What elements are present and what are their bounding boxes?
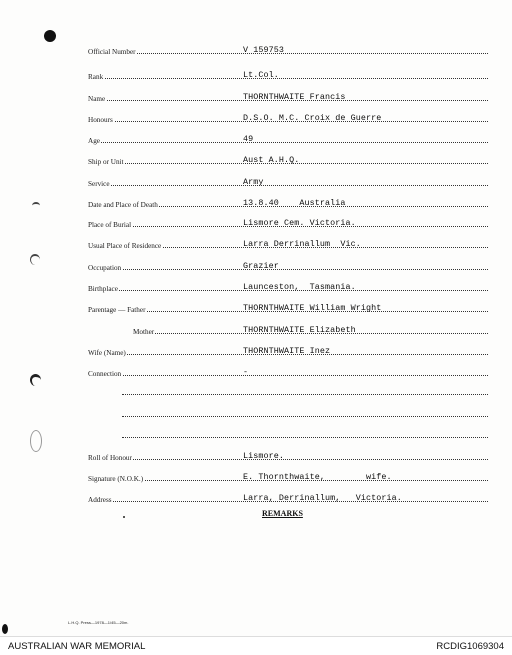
- form-row: [88, 174, 488, 188]
- form-row: [88, 322, 488, 336]
- form-row: [88, 279, 488, 293]
- binder-mark-1: [32, 202, 40, 209]
- field-value: D.S.O. M.C. Croix de Guerre: [243, 113, 382, 123]
- field-value: V 159753: [243, 45, 285, 55]
- field-label: Usual Place of Residence: [88, 242, 162, 250]
- form-row: [88, 364, 488, 378]
- form-row: [88, 300, 488, 314]
- form-row: [88, 215, 488, 229]
- archive-footer: [0, 636, 512, 655]
- dotted-line: [88, 142, 488, 143]
- field-value: Larra, Derrinallum, Victoria.: [243, 493, 402, 503]
- form-row: [88, 67, 488, 81]
- field-label: Age: [88, 137, 100, 145]
- connection-blank-line: [122, 416, 488, 417]
- form-row: [88, 110, 488, 124]
- field-label: Occupation: [88, 264, 122, 272]
- dotted-line: [88, 375, 488, 376]
- field-label: Name: [88, 95, 106, 103]
- field-value: 49: [243, 134, 254, 144]
- form-row: [88, 469, 488, 483]
- form-row: [88, 258, 488, 272]
- field-value: Grazier: [243, 261, 279, 271]
- field-label: Birthplace: [88, 285, 118, 293]
- field-label: Wife (Name): [88, 349, 126, 357]
- field-label: Mother: [133, 328, 155, 336]
- form-row: [88, 343, 488, 357]
- binder-mark-4: [30, 430, 42, 452]
- archive-name: AUSTRALIAN WAR MEMORIAL: [8, 641, 146, 652]
- field-label: Parentage — Father: [88, 306, 146, 314]
- dotted-line: [88, 53, 488, 54]
- field-label: Rank: [88, 73, 104, 81]
- connection-blank-line: [122, 394, 488, 395]
- form-row: [88, 152, 488, 166]
- dotted-line: [88, 459, 488, 460]
- field-value: Larra Derrinallum Vic.: [243, 239, 361, 249]
- printer-note: L.H.Q. Press—1978—1/45—20m.: [68, 620, 129, 625]
- form-row: [88, 131, 488, 145]
- field-label: Date and Place of Death: [88, 201, 158, 209]
- form-row: [88, 448, 488, 462]
- field-label: Connection: [88, 370, 122, 378]
- record-id: RCDIG1069304: [436, 641, 504, 652]
- form-row: [88, 89, 488, 103]
- binder-mark-3: [30, 374, 41, 386]
- connection-blank-line: [122, 437, 488, 438]
- binder-mark-5: [2, 624, 8, 634]
- field-value: THORNTHWAITE Francis: [243, 92, 346, 102]
- dotted-line: [88, 78, 488, 79]
- field-value: -: [243, 367, 249, 377]
- field-value: THORNTHWAITE William Wright: [243, 303, 382, 313]
- dotted-line: [88, 185, 488, 186]
- field-value: Lt.Col.: [243, 70, 279, 80]
- field-label: Place of Burial: [88, 221, 132, 229]
- remarks-heading: REMARKS: [262, 509, 303, 518]
- form-row: [88, 195, 488, 209]
- binder-mark-2: [30, 254, 40, 265]
- form-row: [88, 490, 488, 504]
- field-value: THORNTHWAITE Inez: [243, 346, 331, 356]
- form-row: [88, 42, 488, 56]
- field-value: Lismore.: [243, 451, 285, 461]
- field-value: Aust A.H.Q.: [243, 155, 300, 165]
- field-label: Roll of Honour: [88, 454, 132, 462]
- form-row: [88, 236, 488, 250]
- field-value: THORNTHWAITE Elizabeth: [243, 325, 356, 335]
- field-label: Address: [88, 496, 112, 504]
- field-value: Army: [243, 177, 264, 187]
- field-value: 13.8.40 Australia: [243, 198, 346, 208]
- field-value: Launceston, Tasmania.: [243, 282, 356, 292]
- ink-dot: [123, 516, 125, 518]
- field-label: Ship or Unit: [88, 158, 124, 166]
- field-label: Signature (N.O.K.): [88, 475, 144, 483]
- punch-hole-top: [44, 30, 56, 42]
- field-label: Service: [88, 180, 110, 188]
- field-value: E. Thornthwaite, wife.: [243, 472, 392, 482]
- field-label: Honours: [88, 116, 113, 124]
- field-label: Official Number: [88, 48, 136, 56]
- dotted-line: [88, 269, 488, 270]
- field-value: Lismore Cem. Victoria.: [243, 218, 356, 228]
